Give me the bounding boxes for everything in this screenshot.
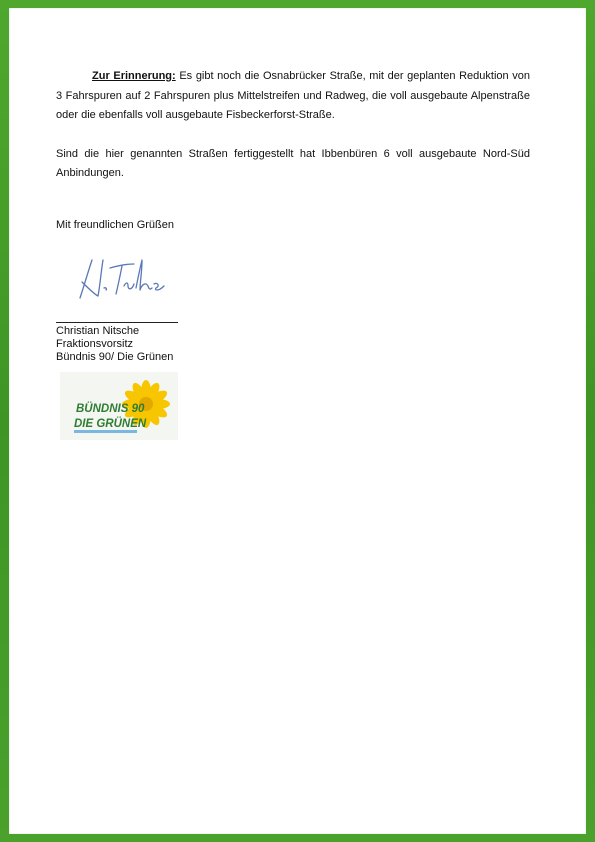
sender-party: Bündnis 90/ Die Grünen	[56, 351, 174, 363]
reminder-text: Es gibt noch die Osnabrücker Straße, mit der geplanten Reduktion von 3 Fahrspuren auf 2 Fahrspuren plus Mittelstreifen und Radweg, die voll ausgebaute Alpenstraße oder die ebenfalls voll ausgebaute Fisbeckerforst-Straße.	[56, 70, 531, 121]
sender-block	[56, 325, 173, 364]
summary-paragraph: Sind die hier genannten Straßen fertiggestellt hat Ibbenbüren 6 voll ausgebaute Nord-Süd Anbindungen.	[56, 147, 530, 179]
reminder-label: Zur Erinnerung:	[92, 70, 176, 82]
signature-line	[56, 322, 178, 323]
sender-role: Fraktionsvorsitz	[56, 338, 134, 350]
letter-body	[56, 67, 530, 184]
handwritten-signature	[70, 252, 180, 306]
logo-line2: DIE GRÜNEN	[74, 418, 147, 430]
party-logo	[60, 372, 178, 440]
logo-underline	[74, 430, 137, 433]
reminder-paragraph	[56, 67, 530, 126]
closing-greeting: Mit freundlichen Grüßen	[56, 219, 174, 231]
sender-name: Christian Nitsche	[56, 325, 140, 337]
logo-line1: BÜNDNIS 90	[76, 403, 145, 415]
